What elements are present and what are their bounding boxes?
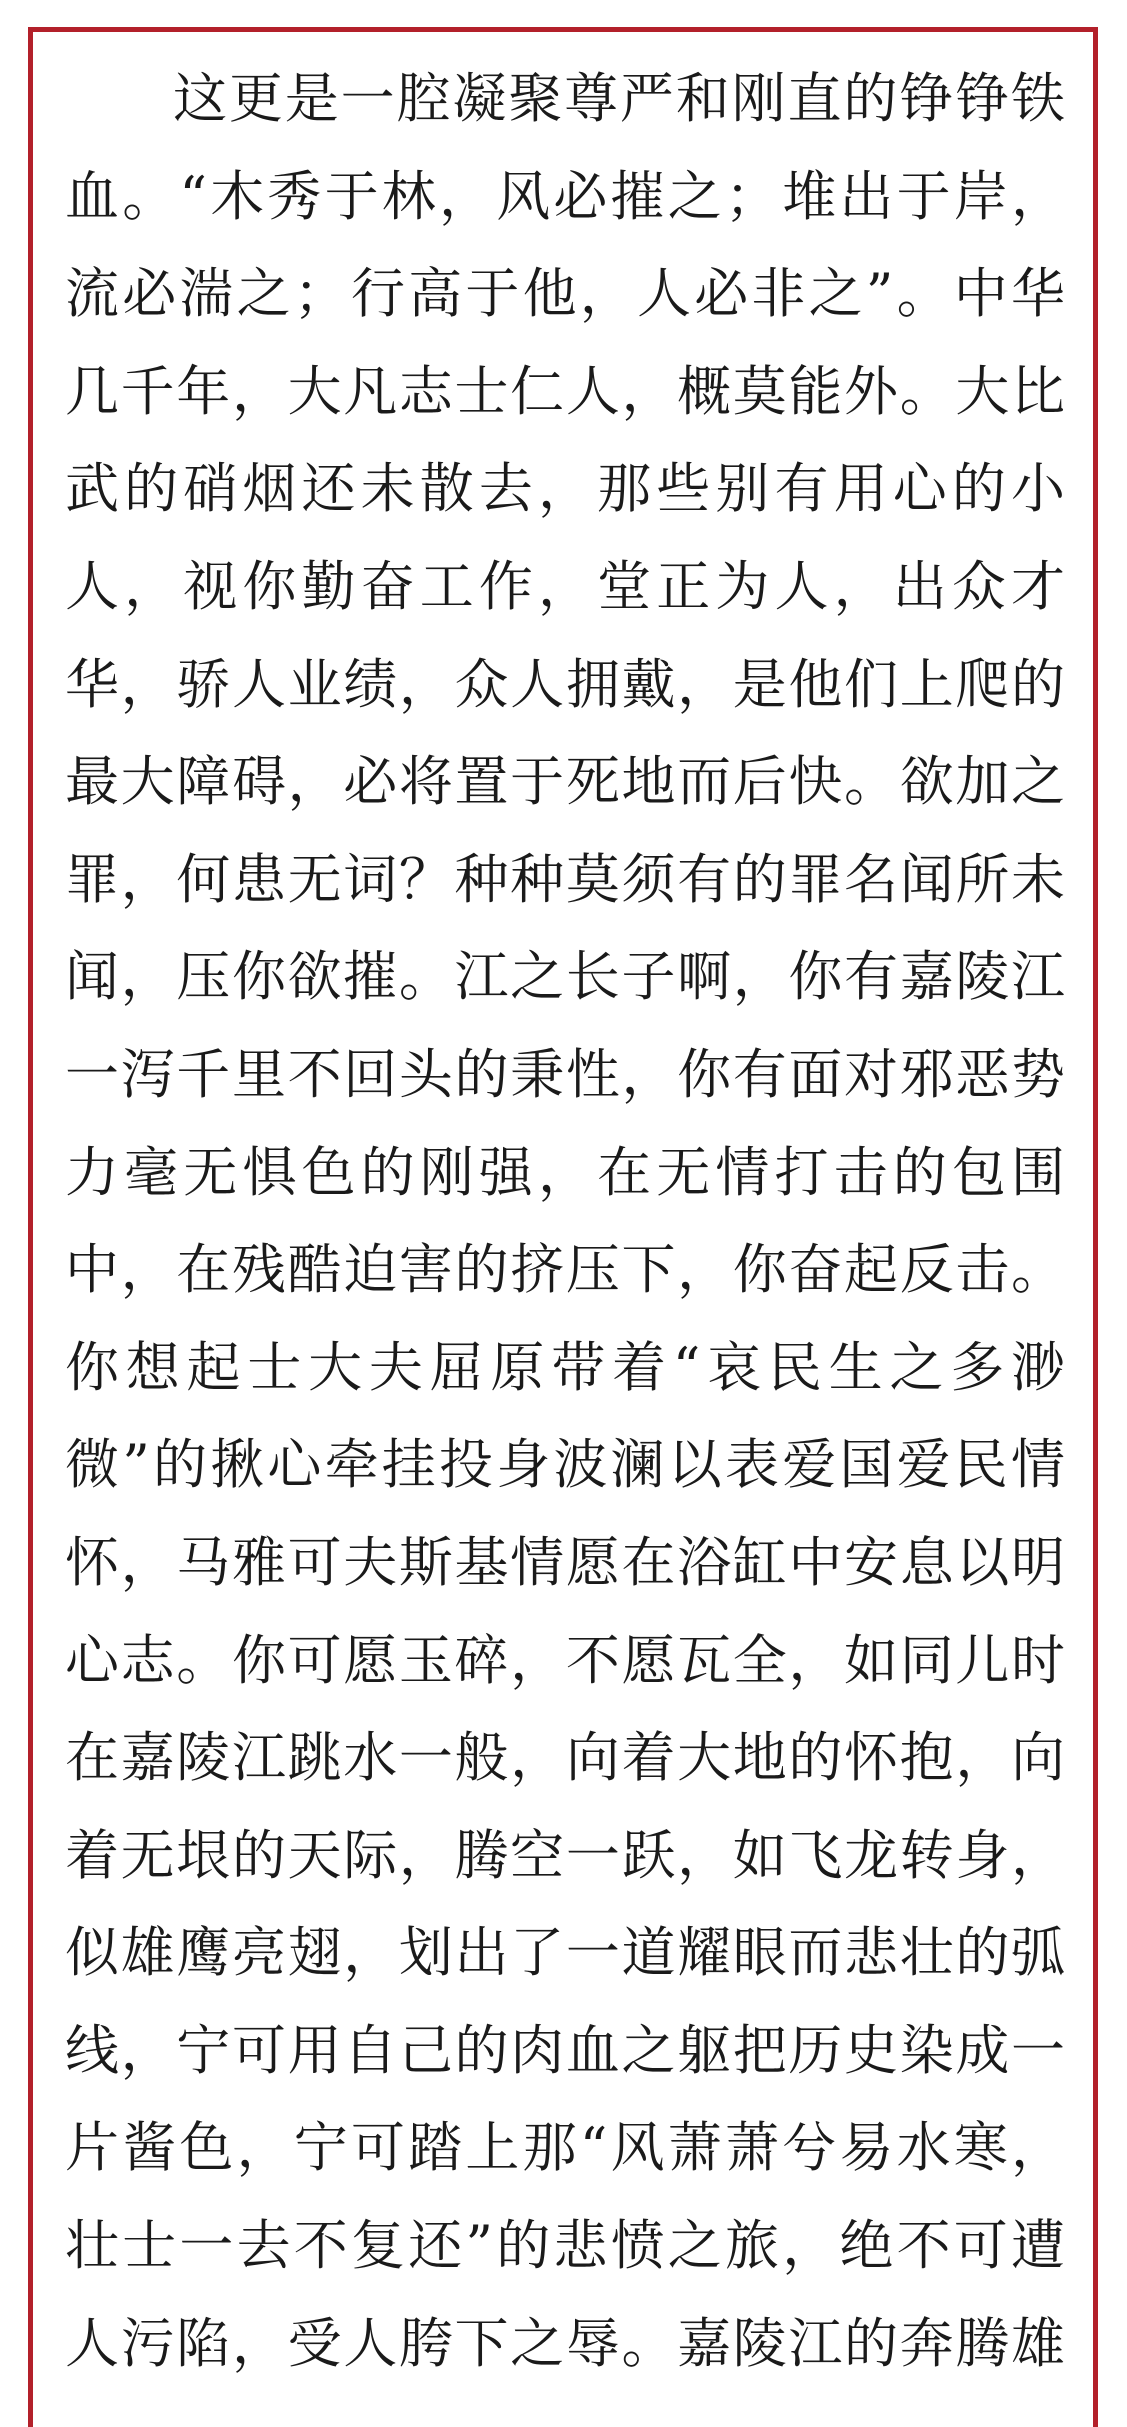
text-line: 人污陷，受人胯下之辱。嘉陵江的奔腾雄 xyxy=(65,2311,1065,2375)
text-line: 这更是一腔凝聚尊严和刚直的铮铮铁 xyxy=(173,67,1065,130)
text-line: 你想起士大夫屈原带着“哀民生之多渺 xyxy=(65,1335,1065,1399)
text-line: 线，宁可用自己的肉血之躯把历史染成一 xyxy=(65,2018,1065,2082)
text-line: 着无垠的天际，腾空一跃，如飞龙转身， xyxy=(65,1823,1065,1887)
text-line: 几千年，大凡志士仁人，概莫能外。大比 xyxy=(65,359,1065,423)
text-line: 片酱色，宁可踏上那“风萧萧兮易水寒， xyxy=(65,2116,1065,2180)
text-line: 流必湍之；行高于他，人必非之”。中华 xyxy=(65,262,1065,326)
text-line: 中，在残酷迫害的挤压下，你奋起反击。 xyxy=(65,1238,1065,1302)
text-line: 华，骄人业绩，众人拥戴，是他们上爬的 xyxy=(65,652,1065,716)
article-frame xyxy=(28,27,1098,2427)
text-line: 微”的揪心牵挂投身波澜以表爱国爱民情 xyxy=(65,1433,1065,1497)
text-line: 似雄鹰亮翅，划出了一道耀眼而悲壮的弧 xyxy=(65,1921,1065,1985)
text-line: 最大障碍，必将置于死地而后快。欲加之 xyxy=(65,750,1065,814)
text-line: 心志。你可愿玉碎，不愿瓦全，如同儿时 xyxy=(65,1628,1065,1692)
text-line: 在嘉陵江跳水一般，向着大地的怀抱，向 xyxy=(65,1726,1065,1790)
text-line: 壮士一去不复还”的悲愤之旅，绝不可遭 xyxy=(65,2214,1065,2278)
text-line: 罪，何患无词？种种莫须有的罪名闻所未 xyxy=(65,847,1065,911)
text-line: 一泻千里不回头的秉性，你有面对邪恶势 xyxy=(65,1042,1065,1106)
text-line: 闻，压你欲摧。江之长子啊，你有嘉陵江 xyxy=(65,945,1065,1009)
text-line: 武的硝烟还未散去，那些别有用心的小 xyxy=(65,457,1065,521)
text-line: 怀，马雅可夫斯基情愿在浴缸中安息以明 xyxy=(65,1530,1065,1594)
article-body xyxy=(65,50,1065,2392)
text-line: 力毫无惧色的刚强，在无情打击的包围 xyxy=(65,1140,1065,1204)
text-line: 血。“木秀于林，风必摧之；堆出于岸， xyxy=(65,164,1065,228)
text-line: 人，视你勤奋工作，堂正为人，出众才 xyxy=(65,554,1065,618)
